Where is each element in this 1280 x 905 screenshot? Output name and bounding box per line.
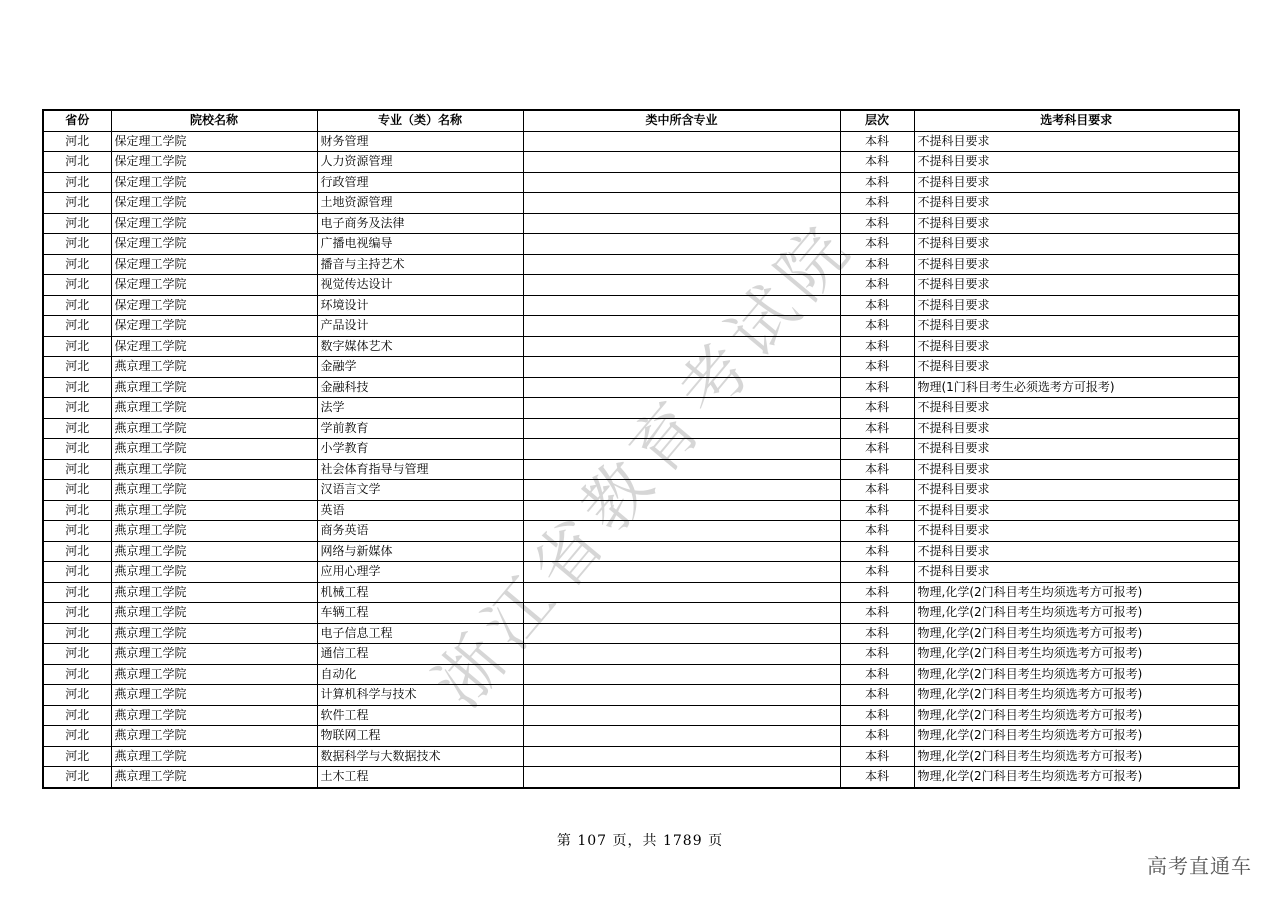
cell-major: 法学	[317, 398, 523, 419]
cell-subject-requirement: 不提科目要求	[914, 152, 1239, 173]
cell-included-majors	[523, 541, 840, 562]
cell-level: 本科	[840, 459, 914, 480]
cell-subject-requirement: 不提科目要求	[914, 439, 1239, 460]
cell-subject-requirement: 不提科目要求	[914, 357, 1239, 378]
cell-province: 河北	[43, 603, 111, 624]
cell-subject-requirement: 不提科目要求	[914, 316, 1239, 337]
cell-subject-requirement: 不提科目要求	[914, 213, 1239, 234]
cell-institution: 燕京理工学院	[111, 705, 317, 726]
header-included-majors: 类中所含专业	[523, 110, 840, 131]
cell-subject-requirement: 物理,化学(2门科目考生均须选考方可报考)	[914, 603, 1239, 624]
cell-province: 河北	[43, 500, 111, 521]
cell-institution: 保定理工学院	[111, 254, 317, 275]
cell-included-majors	[523, 623, 840, 644]
table-row	[43, 685, 1239, 706]
cell-included-majors	[523, 193, 840, 214]
cell-major: 播音与主持艺术	[317, 254, 523, 275]
cell-major: 金融学	[317, 357, 523, 378]
cell-province: 河北	[43, 726, 111, 747]
cell-major: 土地资源管理	[317, 193, 523, 214]
cell-subject-requirement: 不提科目要求	[914, 398, 1239, 419]
cell-level: 本科	[840, 767, 914, 788]
cell-included-majors	[523, 398, 840, 419]
table-row	[43, 644, 1239, 665]
cell-subject-requirement: 物理,化学(2门科目考生均须选考方可报考)	[914, 746, 1239, 767]
header-institution: 院校名称	[111, 110, 317, 131]
cell-subject-requirement: 不提科目要求	[914, 131, 1239, 152]
cell-major: 小学教育	[317, 439, 523, 460]
cell-province: 河北	[43, 316, 111, 337]
cell-major: 产品设计	[317, 316, 523, 337]
table-row	[43, 623, 1239, 644]
cell-subject-requirement: 不提科目要求	[914, 193, 1239, 214]
cell-included-majors	[523, 336, 840, 357]
table-row	[43, 480, 1239, 501]
cell-included-majors	[523, 418, 840, 439]
cell-level: 本科	[840, 131, 914, 152]
cell-institution: 燕京理工学院	[111, 623, 317, 644]
table-row	[43, 152, 1239, 173]
cell-institution: 保定理工学院	[111, 172, 317, 193]
cell-major: 行政管理	[317, 172, 523, 193]
cell-level: 本科	[840, 295, 914, 316]
cell-institution: 保定理工学院	[111, 193, 317, 214]
cell-level: 本科	[840, 623, 914, 644]
cell-subject-requirement: 物理,化学(2门科目考生均须选考方可报考)	[914, 685, 1239, 706]
cell-institution: 燕京理工学院	[111, 603, 317, 624]
cell-included-majors	[523, 295, 840, 316]
cell-major: 计算机科学与技术	[317, 685, 523, 706]
cell-institution: 燕京理工学院	[111, 418, 317, 439]
cell-province: 河北	[43, 644, 111, 665]
cell-subject-requirement: 不提科目要求	[914, 234, 1239, 255]
cell-province: 河北	[43, 746, 111, 767]
header-province: 省份	[43, 110, 111, 131]
table-row	[43, 562, 1239, 583]
cell-subject-requirement: 物理,化学(2门科目考生均须选考方可报考)	[914, 582, 1239, 603]
cell-province: 河北	[43, 418, 111, 439]
cell-subject-requirement: 不提科目要求	[914, 295, 1239, 316]
cell-institution: 燕京理工学院	[111, 562, 317, 583]
cell-included-majors	[523, 254, 840, 275]
table-row	[43, 500, 1239, 521]
cell-included-majors	[523, 275, 840, 296]
cell-subject-requirement: 物理,化学(2门科目考生均须选考方可报考)	[914, 644, 1239, 665]
cell-included-majors	[523, 685, 840, 706]
cell-included-majors	[523, 152, 840, 173]
cell-major: 社会体育指导与管理	[317, 459, 523, 480]
cell-level: 本科	[840, 562, 914, 583]
cell-level: 本科	[840, 541, 914, 562]
cell-province: 河北	[43, 521, 111, 542]
cell-province: 河北	[43, 193, 111, 214]
cell-level: 本科	[840, 664, 914, 685]
cell-level: 本科	[840, 582, 914, 603]
cell-included-majors	[523, 500, 840, 521]
cell-level: 本科	[840, 275, 914, 296]
table-row	[43, 213, 1239, 234]
cell-province: 河北	[43, 480, 111, 501]
cell-major: 广播电视编导	[317, 234, 523, 255]
cell-subject-requirement: 物理,化学(2门科目考生均须选考方可报考)	[914, 767, 1239, 788]
cell-institution: 燕京理工学院	[111, 767, 317, 788]
cell-level: 本科	[840, 213, 914, 234]
cell-institution: 保定理工学院	[111, 275, 317, 296]
cell-institution: 保定理工学院	[111, 131, 317, 152]
table-row	[43, 172, 1239, 193]
cell-included-majors	[523, 705, 840, 726]
cell-province: 河北	[43, 295, 111, 316]
cell-major: 数字媒体艺术	[317, 336, 523, 357]
table-row	[43, 295, 1239, 316]
cell-institution: 燕京理工学院	[111, 459, 317, 480]
cell-included-majors	[523, 726, 840, 747]
table-row	[43, 603, 1239, 624]
table-row	[43, 582, 1239, 603]
cell-province: 河北	[43, 685, 111, 706]
cell-subject-requirement: 不提科目要求	[914, 500, 1239, 521]
cell-major: 土木工程	[317, 767, 523, 788]
cell-level: 本科	[840, 398, 914, 419]
cell-institution: 燕京理工学院	[111, 644, 317, 665]
cell-institution: 燕京理工学院	[111, 521, 317, 542]
cell-province: 河北	[43, 439, 111, 460]
cell-institution: 燕京理工学院	[111, 685, 317, 706]
cell-level: 本科	[840, 439, 914, 460]
cell-province: 河北	[43, 131, 111, 152]
cell-province: 河北	[43, 357, 111, 378]
table-row	[43, 541, 1239, 562]
cell-province: 河北	[43, 234, 111, 255]
cell-level: 本科	[840, 726, 914, 747]
cell-level: 本科	[840, 357, 914, 378]
cell-major: 电子信息工程	[317, 623, 523, 644]
cell-included-majors	[523, 213, 840, 234]
table-row	[43, 418, 1239, 439]
cell-level: 本科	[840, 254, 914, 275]
cell-major: 学前教育	[317, 418, 523, 439]
cell-subject-requirement: 不提科目要求	[914, 254, 1239, 275]
cell-level: 本科	[840, 152, 914, 173]
cell-subject-requirement: 不提科目要求	[914, 521, 1239, 542]
cell-province: 河北	[43, 767, 111, 788]
table-row	[43, 521, 1239, 542]
cell-major: 电子商务及法律	[317, 213, 523, 234]
cell-included-majors	[523, 357, 840, 378]
cell-province: 河北	[43, 275, 111, 296]
cell-major: 金融科技	[317, 377, 523, 398]
cell-province: 河北	[43, 152, 111, 173]
table-row	[43, 459, 1239, 480]
cell-level: 本科	[840, 377, 914, 398]
cell-province: 河北	[43, 172, 111, 193]
cell-institution: 保定理工学院	[111, 234, 317, 255]
cell-major: 英语	[317, 500, 523, 521]
header-subject-requirement: 选考科目要求	[914, 110, 1239, 131]
cell-institution: 保定理工学院	[111, 316, 317, 337]
cell-province: 河北	[43, 213, 111, 234]
cell-subject-requirement: 物理(1门科目考生必须选考方可报考)	[914, 377, 1239, 398]
cell-major: 软件工程	[317, 705, 523, 726]
cell-province: 河北	[43, 705, 111, 726]
cell-level: 本科	[840, 521, 914, 542]
table-row	[43, 275, 1239, 296]
cell-subject-requirement: 不提科目要求	[914, 562, 1239, 583]
brand-logo-text: 高考直通车	[1147, 854, 1252, 878]
cell-subject-requirement: 不提科目要求	[914, 418, 1239, 439]
cell-level: 本科	[840, 336, 914, 357]
cell-level: 本科	[840, 746, 914, 767]
cell-included-majors	[523, 746, 840, 767]
cell-major: 自动化	[317, 664, 523, 685]
cell-level: 本科	[840, 500, 914, 521]
cell-major: 环境设计	[317, 295, 523, 316]
cell-included-majors	[523, 562, 840, 583]
cell-level: 本科	[840, 603, 914, 624]
cell-included-majors	[523, 644, 840, 665]
cell-major: 网络与新媒体	[317, 541, 523, 562]
cell-institution: 燕京理工学院	[111, 726, 317, 747]
cell-level: 本科	[840, 193, 914, 214]
table-row	[43, 316, 1239, 337]
cell-province: 河北	[43, 562, 111, 583]
cell-institution: 燕京理工学院	[111, 582, 317, 603]
cell-province: 河北	[43, 459, 111, 480]
cell-major: 物联网工程	[317, 726, 523, 747]
cell-included-majors	[523, 603, 840, 624]
cell-province: 河北	[43, 664, 111, 685]
header-level: 层次	[840, 110, 914, 131]
table-row	[43, 357, 1239, 378]
cell-level: 本科	[840, 644, 914, 665]
cell-included-majors	[523, 459, 840, 480]
cell-institution: 燕京理工学院	[111, 357, 317, 378]
cell-major: 数据科学与大数据技术	[317, 746, 523, 767]
cell-major: 机械工程	[317, 582, 523, 603]
cell-major: 商务英语	[317, 521, 523, 542]
cell-included-majors	[523, 439, 840, 460]
table-header-row	[43, 110, 1239, 131]
cell-major: 汉语言文学	[317, 480, 523, 501]
table-row	[43, 705, 1239, 726]
cell-subject-requirement: 不提科目要求	[914, 480, 1239, 501]
table-row	[43, 726, 1239, 747]
page-number-footer: 第 107 页，共 1789 页	[556, 833, 724, 849]
cell-province: 河北	[43, 336, 111, 357]
cell-subject-requirement: 物理,化学(2门科目考生均须选考方可报考)	[914, 726, 1239, 747]
table-row	[43, 234, 1239, 255]
cell-level: 本科	[840, 234, 914, 255]
cell-included-majors	[523, 767, 840, 788]
cell-institution: 燕京理工学院	[111, 480, 317, 501]
cell-included-majors	[523, 521, 840, 542]
cell-included-majors	[523, 234, 840, 255]
cell-included-majors	[523, 172, 840, 193]
cell-institution: 燕京理工学院	[111, 398, 317, 419]
cell-level: 本科	[840, 316, 914, 337]
cell-included-majors	[523, 131, 840, 152]
subject-requirements-table	[42, 109, 1240, 789]
cell-institution: 保定理工学院	[111, 336, 317, 357]
cell-subject-requirement: 物理,化学(2门科目考生均须选考方可报考)	[914, 664, 1239, 685]
cell-level: 本科	[840, 480, 914, 501]
cell-province: 河北	[43, 377, 111, 398]
cell-included-majors	[523, 480, 840, 501]
table-row	[43, 336, 1239, 357]
cell-subject-requirement: 不提科目要求	[914, 336, 1239, 357]
cell-province: 河北	[43, 398, 111, 419]
table-row	[43, 131, 1239, 152]
table-row	[43, 664, 1239, 685]
cell-institution: 燕京理工学院	[111, 541, 317, 562]
table-row	[43, 746, 1239, 767]
cell-province: 河北	[43, 623, 111, 644]
cell-level: 本科	[840, 172, 914, 193]
table-row	[43, 439, 1239, 460]
cell-level: 本科	[840, 705, 914, 726]
watermark-text: 浙江省教育考试院	[419, 206, 870, 722]
cell-major: 财务管理	[317, 131, 523, 152]
cell-institution: 燕京理工学院	[111, 377, 317, 398]
cell-institution: 保定理工学院	[111, 152, 317, 173]
cell-institution: 燕京理工学院	[111, 746, 317, 767]
cell-included-majors	[523, 582, 840, 603]
cell-major: 人力资源管理	[317, 152, 523, 173]
table-row	[43, 398, 1239, 419]
cell-subject-requirement: 不提科目要求	[914, 172, 1239, 193]
cell-subject-requirement: 物理,化学(2门科目考生均须选考方可报考)	[914, 705, 1239, 726]
table-row	[43, 254, 1239, 275]
cell-subject-requirement: 不提科目要求	[914, 459, 1239, 480]
cell-province: 河北	[43, 541, 111, 562]
cell-level: 本科	[840, 685, 914, 706]
cell-institution: 保定理工学院	[111, 213, 317, 234]
table-body	[43, 131, 1239, 788]
cell-major: 视觉传达设计	[317, 275, 523, 296]
cell-province: 河北	[43, 582, 111, 603]
table-row	[43, 193, 1239, 214]
cell-major: 车辆工程	[317, 603, 523, 624]
cell-major: 应用心理学	[317, 562, 523, 583]
cell-included-majors	[523, 664, 840, 685]
cell-major: 通信工程	[317, 644, 523, 665]
cell-subject-requirement: 不提科目要求	[914, 275, 1239, 296]
cell-subject-requirement: 物理,化学(2门科目考生均须选考方可报考)	[914, 623, 1239, 644]
cell-level: 本科	[840, 418, 914, 439]
cell-included-majors	[523, 377, 840, 398]
cell-institution: 燕京理工学院	[111, 439, 317, 460]
table-row	[43, 377, 1239, 398]
cell-subject-requirement: 不提科目要求	[914, 541, 1239, 562]
cell-institution: 燕京理工学院	[111, 500, 317, 521]
header-major: 专业（类）名称	[317, 110, 523, 131]
cell-included-majors	[523, 316, 840, 337]
cell-institution: 燕京理工学院	[111, 664, 317, 685]
cell-institution: 保定理工学院	[111, 295, 317, 316]
table-row	[43, 767, 1239, 788]
cell-province: 河北	[43, 254, 111, 275]
